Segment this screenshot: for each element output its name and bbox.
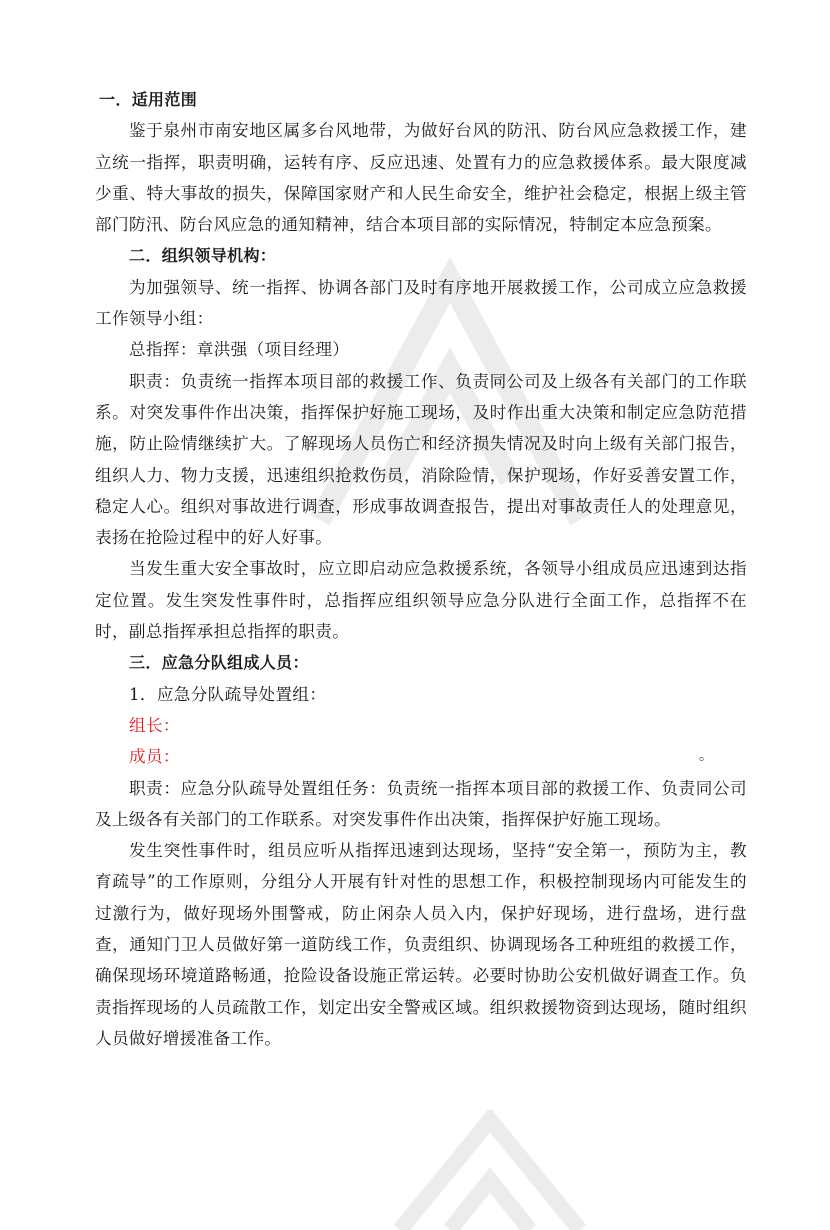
organization-intro: 为加强领导、统一指挥、协调各部门及时有序地开展救援工作，公司成立应急救援工作领导小组： (95, 277, 747, 329)
group-leader-label: 组长： (129, 715, 180, 735)
group1-title: 1．应急分队疏导处置组： (129, 684, 327, 704)
emergency-response-paragraph: 当发生重大安全事故时，应立即启动应急救援系统，各领导小组成员应迅速到达指定位置。发生突发性事件时，总指挥应组织领导应急分队进行全面工作，总指挥不在时，副总指挥承担总指挥的职责。 (95, 559, 747, 642)
members-end-mark: 。 (699, 748, 714, 765)
section-heading-organization: 二．组织领导机构： (129, 246, 277, 266)
group-members-line (95, 741, 747, 772)
document-body (95, 84, 747, 1054)
section-heading-team-members: 三．应急分队组成人员： (129, 653, 309, 673)
group1-procedure: 发生突性事件时，组员应听从指挥迅速到达现场，坚持“安全第一，预防为主，教育疏导”的工作原则，分组分人开展有针对性的思想工作，积极控制现场内可能发生的过激行为，做好现场外围警戒，防止闲杂人员入内，保护好现场，进行盘场，进行盘查，通知门卫人员做好第一道防线工作，负责组织、协调现场各工种班组的救援工作，确保现场环境道路畅通，抢险设备设施正常运转。必要时协助公安机做好调查工作。负责指挥现场的人员疏散工作，划定出安全警戒区域。组织救援物资到达现场，随时组织人员做好增援准备工作。 (95, 841, 747, 1048)
section-heading-scope: 一．适用范围 (99, 90, 198, 109)
commander-duties: 职责：负责统一指挥本项目部的救援工作、负责同公司及上级各有关部门的工作联系。对突发事件作出决策，指挥保护好施工现场，及时作出重大决策和制定应急防范措施，防止险情继续扩大。了解现场人员伤亡和经济损失情况及时向上级有关部门报告，组织人力、物力支援，迅速组织抢救伤员，消除险情，保护现场，作好妥善安置工作，稳定人心。组织对事故进行调查，形成事故调查报告，提出对事故责任人的处理意见，表扬在抢险过程中的好人好事。 (95, 371, 747, 548)
watermark-logo-icon (390, 1110, 590, 1230)
scope-paragraph: 鉴于泉州市南安地区属多台风地带，为做好台风的防汛、防台风应急救援工作，建立统一指挥，职责明确，运转有序、反应迅速、处置有力的应急救援体系。最大限度减少重、特大事故的损失，保障国家财产和人民生命安全，维护社会稳定，根据上级主管部门防汛、防台风应急的通知精神，结合本项目部的实际情况，特制定本应急预案。 (95, 121, 747, 235)
commander-line: 总指挥：章洪强（项目经理） (129, 340, 350, 360)
group-members-label: 成员： (129, 747, 180, 767)
group1-duties: 职责：应急分队疏导处置组任务：负责统一指挥本项目部的救援工作、负责同公司及上级各有关部门的工作联系。对突发事件作出决策，指挥保护好施工现场。 (95, 778, 747, 829)
